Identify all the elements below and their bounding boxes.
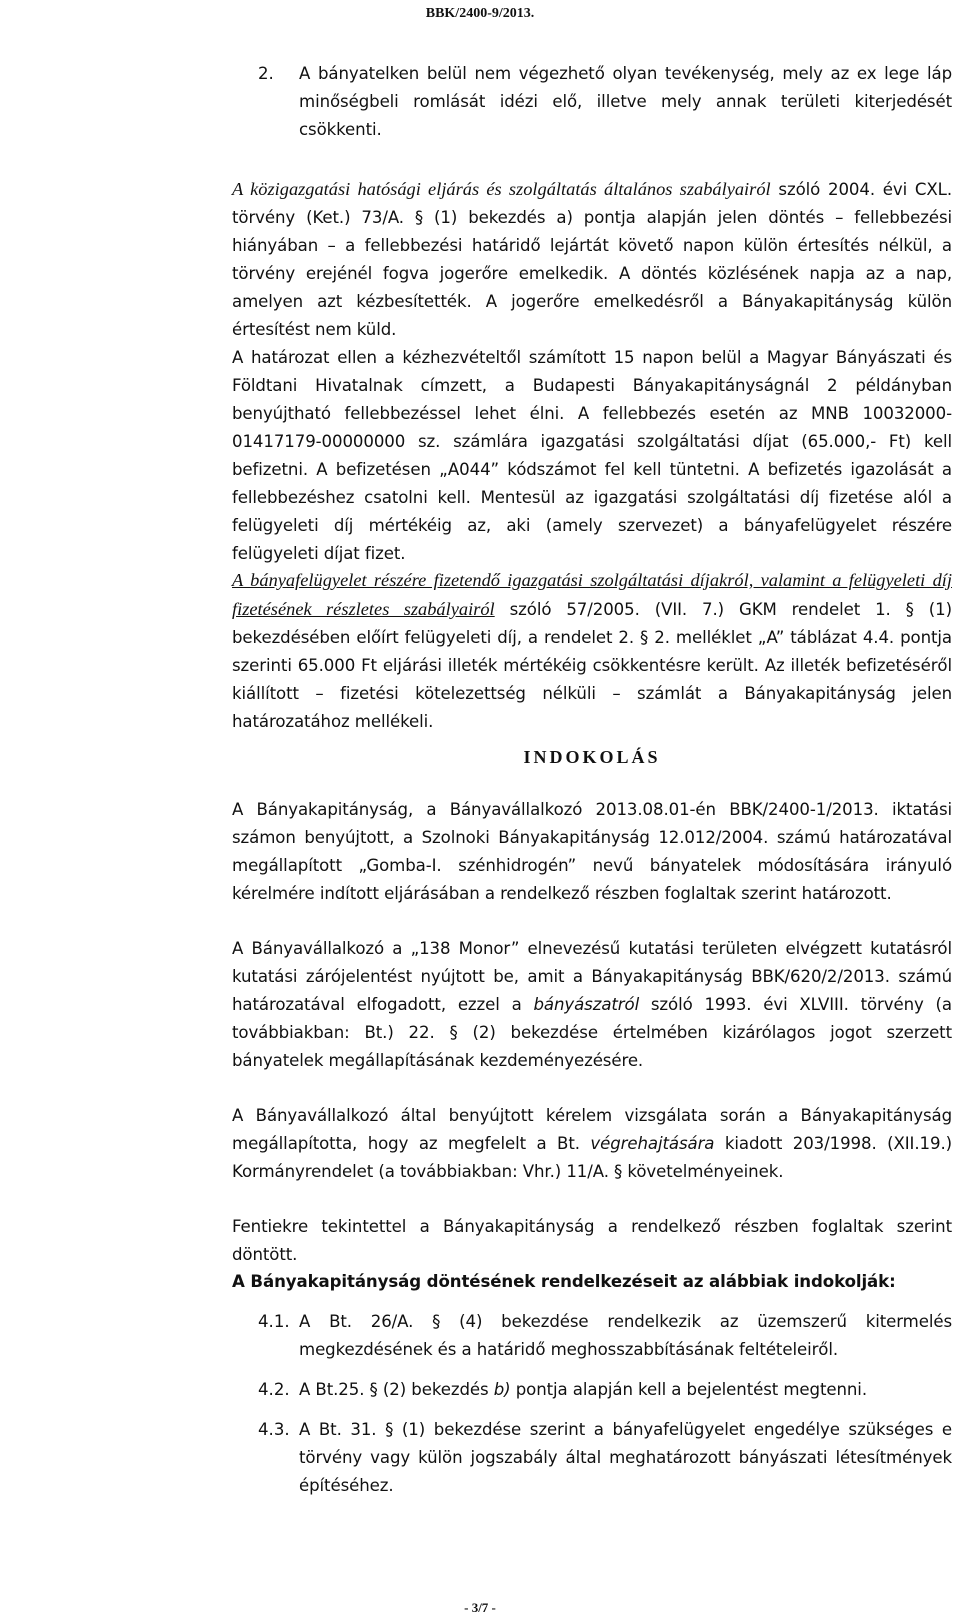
- reasoning-3-text-start: A Bányavállalkozó által benyújtott kérelem vizsgálata során a Bányakapitányság megállapította, hogy az megfelelt a Bt.: [232, 1106, 952, 1153]
- fee-regulation-title: A bányafelügyelet részére fizetendő igazgatási szolgáltatási díjakról, valamint a felügyeleti díj fizetésének részletes szabályairól: [232, 570, 952, 619]
- paragraph-fee: [232, 566, 952, 736]
- reason-number: 4.1.: [258, 1312, 290, 1331]
- reason-text: A Bt. 26/A. § (4) bekezdése rendelkezik az üzemszerű kitermelés megkezdésének és a határidő meghosszabbításának feltételeiről.: [299, 1312, 952, 1359]
- ket-text: szóló 2004. évi CXL. törvény (Ket.) 73/A. § (1) bekezdés a) pontja alapján jelen döntés – fellebbezési hiányában – a fellebbezési határidő lejártát követő napon külön értesítés nélkül, a törvény erejénél fogva jogerőre emelkedik. A döntés közlésének napja az a nap, amelyen azt kézbesítették. A jogerőre emelkedésről a Bányakapitányság külön értesítést nem küld.: [232, 180, 953, 339]
- paragraph-reasoning-2: [232, 935, 952, 1075]
- reason-number: 4.3.: [258, 1420, 290, 1439]
- reason-text-start: A Bt.25. § (2) bekezdés: [299, 1380, 494, 1399]
- ket-law-title: A közigazgatási hatósági eljárás és szolgáltatás általános szabályairól: [232, 179, 771, 199]
- item-2-text: A bányatelken belül nem végezhető olyan tevékenység, mely az ex lege láp minőségbeli romlását idézi elő, illetve mely annak területi kiterjedését csökkenti.: [299, 64, 952, 139]
- document-reference-header: BBK/2400-9/2013.: [425, 6, 535, 21]
- reasoning-2-text-start: A Bányavállalkozó a „138 Monor” elnevezésű kutatási területen elvégzett kutatásról kutatási zárójelentést nyújtott be, amit a Bányakapitányság BBK/620/2/2013. számú határozatával elfogadott, ezzel a: [232, 939, 952, 1014]
- paragraph-appeal: A határozat ellen a kézhezvételtől számított 15 napon belül a Magyar Bányászati és Földtani Hivatalnak címzett, a Budapesti Bányakapitányságnál 2 példányban benyújtható fellebbezéssel lehet élni. A fellebbezés esetén az MNB 10032000-01417179-00000000 sz. számlára igazgatási szolgáltatási díjat (65.000,- Ft) kell befizetni. A befizetésen „A044” kódszámot fel kell tüntetni. A befizetés igazolását a fellebbezéshez csatolni kell. Mentesül az igazgatási szolgáltatási díj fizetése alól a felügyeleti díj mértékéig az, aki (amely szervezet) a bányafelügyelet részére felügyeleti díjat fizet.: [232, 348, 952, 563]
- paragraph-ket: [232, 175, 952, 344]
- item-number: 2.: [258, 64, 274, 83]
- reason-text: A Bt. 31. § (1) bekezdése szerint a bányafelügyelet engedélye szükséges e törvény vagy külön jogszabály által meghatározott bányászati létesítmények építéséhez.: [299, 1420, 952, 1495]
- reason-text-end: pontja alapján kell a bejelentést megtenni.: [510, 1380, 867, 1399]
- page-number: - 3/7 -: [464, 1600, 496, 1615]
- fee-text: szóló 57/2005. (VII. 7.) GKM rendelet 1. § (1) bekezdésében előírt felügyeleti díj, a rendelet 2. § 2. melléklet „A” táblázat 4.4. pontja szerinti 65.000 Ft eljárási illeték mértékéig csökkentésre került. Az illeték befizetéséről kiállított – fizetési kötelezettség nélküli – számlát a Bányakapitányság jelen határozatához mellékeli.: [232, 600, 953, 731]
- section-title: INDOKOLÁS: [523, 747, 661, 767]
- reasoning-2-text-end: szóló 1993. évi XLVIII. törvény (a továbbiakban: Bt.) 22. § (2) bekezdése értelmében kizárólagos jogot szerzett bányatelek megállapításának kezdeményezésére.: [232, 995, 952, 1070]
- reasons-heading: A Bányakapitányság döntésének rendelkezéseit az alábbiak indokolják:: [232, 1272, 896, 1291]
- implementation-italic: végrehajtására: [590, 1134, 715, 1153]
- paragraph-reasoning-4: Fentiekre tekintettel a Bányakapitányság a rendelkező részben foglaltak szerint döntött.: [232, 1217, 952, 1264]
- reason-text: [299, 1376, 952, 1404]
- reason-number: 4.2.: [258, 1380, 290, 1399]
- mining-law-italic: bányászatról: [533, 995, 640, 1014]
- reasoning-3-text-end: kiadott 203/1998. (XII.19.) Kormányrendelet (a továbbiakban: Vhr.) 11/A. § követelményeinek.: [232, 1134, 952, 1181]
- paragraph-reasoning-3: [232, 1102, 952, 1186]
- reason-italic: b): [493, 1380, 511, 1399]
- paragraph-reasoning-1: A Bányakapitányság, a Bányavállalkozó 2013.08.01-én BBK/2400-1/2013. iktatási számon benyújtott, a Szolnoki Bányakapitányság 12.012/2004. számú határozatával megállapított „Gomba-I. szénhidrogén” nevű bányatelek módosítására irányuló kérelmére indított eljárásában a rendelkező részben foglaltak szerint határozott.: [232, 800, 952, 903]
